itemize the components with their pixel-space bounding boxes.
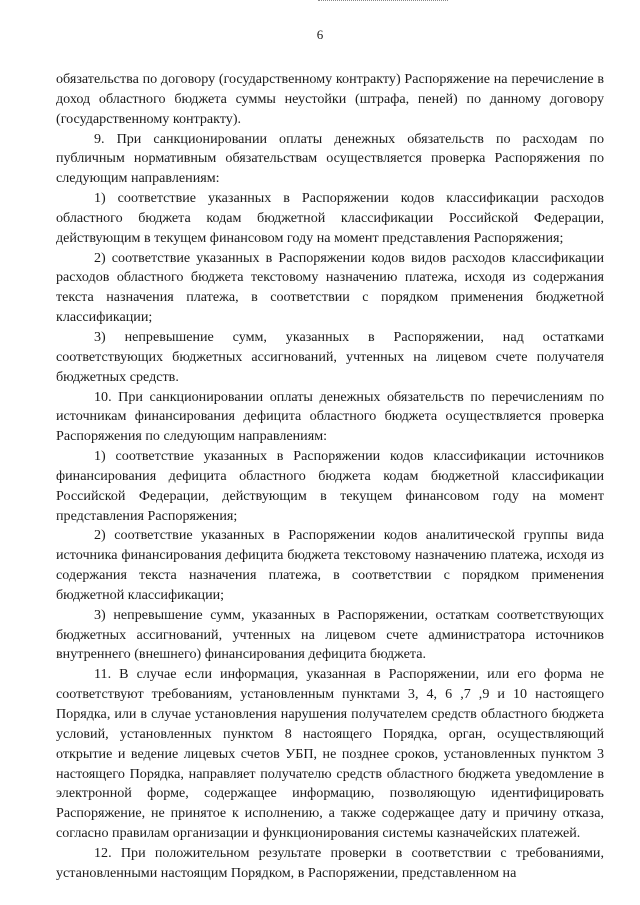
paragraph-item-11: 11. В случае если информация, указанная в Распоряжении, или его форма не соответствуют требованиям, установленным пунктами 3, 4, 6 ,7 ,9 и 10 настоящего Порядка, или в случае установления нарушения получателем средств областного бюджета условий, установленных пунктом 8 настоящего Порядка, орган, осуществляющий открытие и ведение лицевых счетов УБП, не позднее сроков, установленных пунктом 3 настоящего Порядка, направляет получателю средств областного бюджета уведомление в электронной форме, содержащее информацию, позволяющую идентифицировать Распоряжение, не принятое к исполнению, а также содержащее дату и причину отказа, согласно правилам организации и функционирования системы казначейских платежей.: [56, 666, 604, 842]
paragraph-item-10: 10. При санкционировании оплаты денежных обязательств по перечислениям по источникам финансирования дефицита областного бюджета осуществляется проверка Распоряжения по следующим направлениям:: [56, 388, 604, 445]
paragraph-item-9-1: 1) соответствие указанных в Распоряжении кодов классификации расходов областного бюджета кодам бюджетной классификации Российской Федерации, действующим в текущем финансовом году на момент представления Распоряжения;: [56, 190, 604, 246]
paragraph-item-12: 12. При положительном результате проверки в соответствии с требованиями, установленными настоящим Порядком, в Распоряжении, представленном на: [56, 844, 604, 881]
paragraph-item-9-2: 2) соответствие указанных в Распоряжении кодов видов расходов классификации расходов областного бюджета текстовому назначению платежа, исходя из содержания текста назначения платежа, в соответствии с порядком применения бюджетной классификации;: [56, 249, 604, 326]
paragraph-continuation: обязательства по договору (государственному контракту) Распоряжение на перечисление в доход областного бюджета суммы неустойки (штрафа, пеней) по данному договору (государственному контракту).: [56, 71, 604, 127]
paragraph-item-10-3: 3) непревышение сумм, указанных в Распоряжении, остаткам соответствующих бюджетных ассигнований, учтенных на лицевом счете администратора источников внутреннего (внешнего) финансирования дефицита бюджета.: [56, 606, 604, 663]
page-number: 6: [316, 27, 324, 42]
paragraph-item-10-2: 2) соответствие указанных в Распоряжении кодов аналитической группы вида источника финансирования дефицита бюджета текстовому назначению платежа, исходя из содержания текста назначения платежа, в соответствии с порядком применения бюджетной классификации;: [56, 527, 604, 603]
paragraph-item-9: 9. При санкционировании оплаты денежных обязательств по расходам по публичным нормативным обязательствам осуществляется проверка Распоряжения по следующим направлениям:: [56, 130, 604, 187]
document-body: [56, 70, 604, 884]
paragraph-item-9-3: 3) непревышение сумм, указанных в Распоряжении, над остатками соответствующих бюджетных ассигнований, учтенных на лицевом счете получателя бюджетных средств.: [56, 328, 604, 385]
paragraph-item-10-1: 1) соответствие указанных в Распоряжении кодов классификации источников финансирования дефицита областного бюджета кодам бюджетной классификации Российской Федерации, действующим в текущем финансовом году на момент представления Распоряжения;: [56, 448, 604, 524]
scan-edge-mark: [318, 0, 448, 5]
